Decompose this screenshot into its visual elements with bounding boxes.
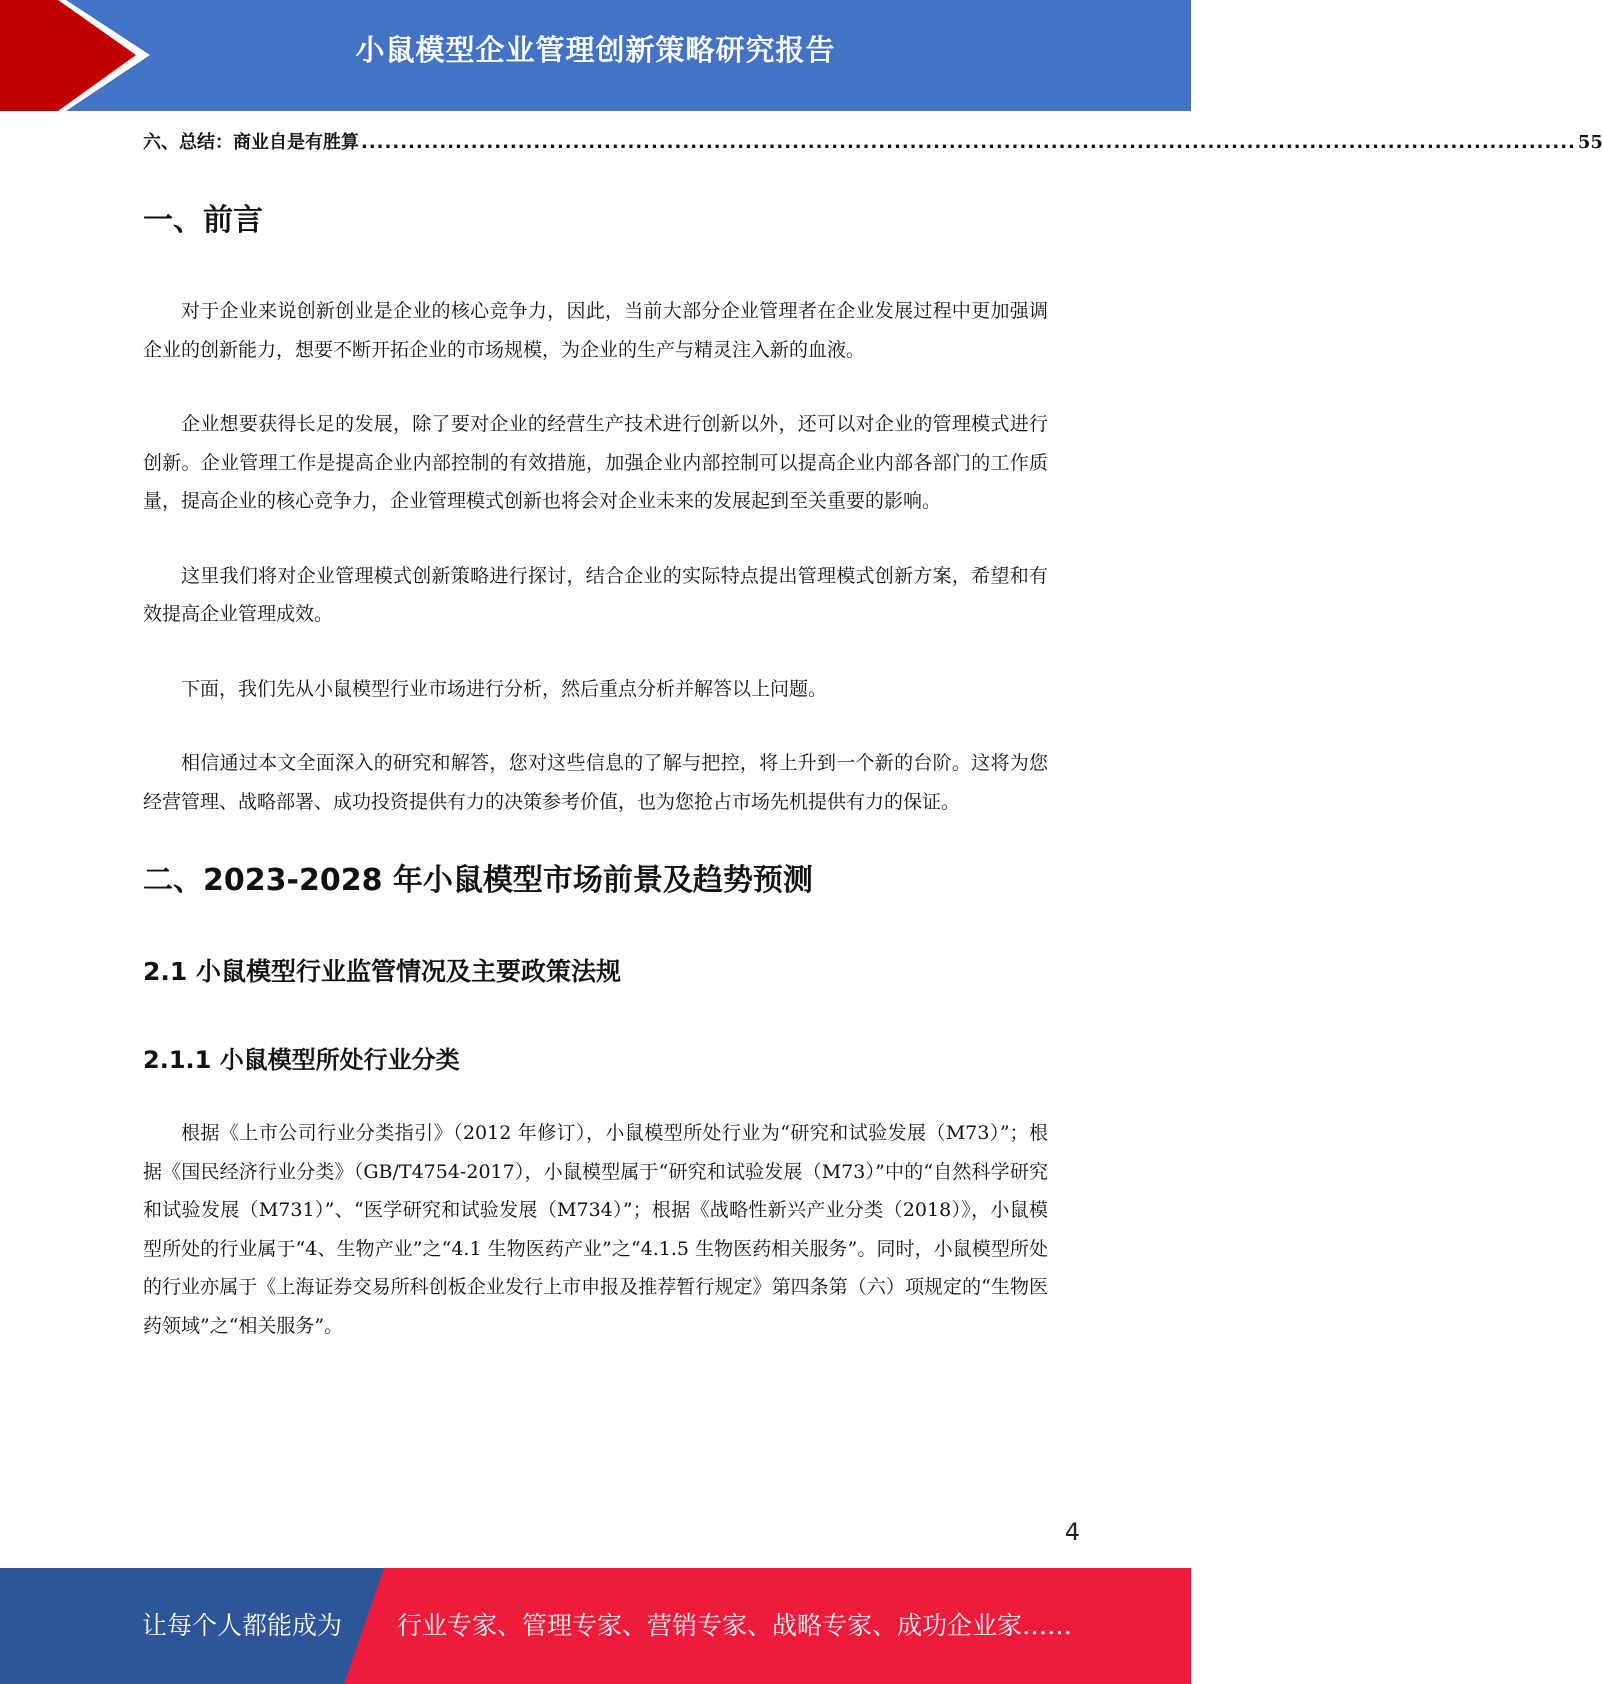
footer-slogan-right: 行业专家、管理专家、营销专家、战略专家、成功企业家…… [397,1611,1073,1640]
toc-entry-page: 55 [1577,132,1603,153]
paragraph: 这里我们将对企业管理模式创新策略进行探讨，结合企业的实际特点提出管理模式创新方案，希望和有效提高企业管理成效。 [143,564,1048,625]
page-footer [0,1568,1191,1684]
paragraph: 企业想要获得长足的发展，除了要对企业的经营生产技术进行创新以外，还可以对企业的管理模式进行创新。企业管理工作是提高企业内部控制的有效措施，加强企业内部控制可以提高企业内部各部门的工作质量，提高企业的核心竞争力，企业管理模式创新也将会对企业未来的发展起到至关重要的影响。 [143,413,1048,512]
page-number: 4 [1064,1518,1080,1546]
page-header [0,0,1191,111]
toc-entry-label: 六、总结：商业自是有胜算 [143,132,359,153]
section-heading-forecast: 二、2023-2028 年小鼠模型市场前景及趋势预测 [143,863,813,898]
section-heading-preface: 一、前言 [143,203,263,238]
subsection-heading-regulation: 2.1 小鼠模型行业监管情况及主要政策法规 [143,957,621,986]
subsubsection-heading-classification: 2.1.1 小鼠模型所处行业分类 [143,1046,460,1074]
report-title: 小鼠模型企业管理创新策略研究报告 [355,33,836,67]
footer-slogan-left: 让每个人都能成为 [142,1611,343,1640]
paragraph: 对于企业来说创新创业是企业的核心竞争力，因此，当前大部分企业管理者在企业发展过程中更加强调企业的创新能力，想要不断开拓企业的市场规模，为企业的生产与精灵注入新的血液。 [143,300,1048,361]
document-body [143,128,1603,1345]
paragraph: 根据《上市公司行业分类指引》（2012 年修订），小鼠模型所处行业为“研究和试验发展（M73）”；根据《国民经济行业分类》（GB/T4754-2017），小鼠模型属于“研究和试验发展（M73）”中的“自然科学研究和试验发展（M731）”、“医学研究和试验发展（M734）”；根据《战略性新兴产业分类（2018）》，小鼠模型所处的行业属于“4、生物产业”之“4.1 生物医药产业”之“4.1.5 生物医药相关服务”。同时，小鼠模型所处的行业亦属于《上海证券交易所科创板企业发行上市申报及推荐暂行规定》第四条第（六）项规定的“生物医药领域”之“相关服务”。 [143,1122,1048,1337]
toc-entry[interactable] [143,128,1603,158]
paragraph: 下面，我们先从小鼠模型行业市场进行分析，然后重点分析并解答以上问题。 [181,677,828,700]
toc-leader-dots: ........................................................................................................................................................... [361,132,1576,153]
paragraph: 相信通过本文全面深入的研究和解答，您对这些信息的了解与把控，将上升到一个新的台阶。这将为您经营管理、战略部署、成功投资提供有力的决策参考价值，也为您抢占市场先机提供有力的保证。 [143,752,1048,813]
